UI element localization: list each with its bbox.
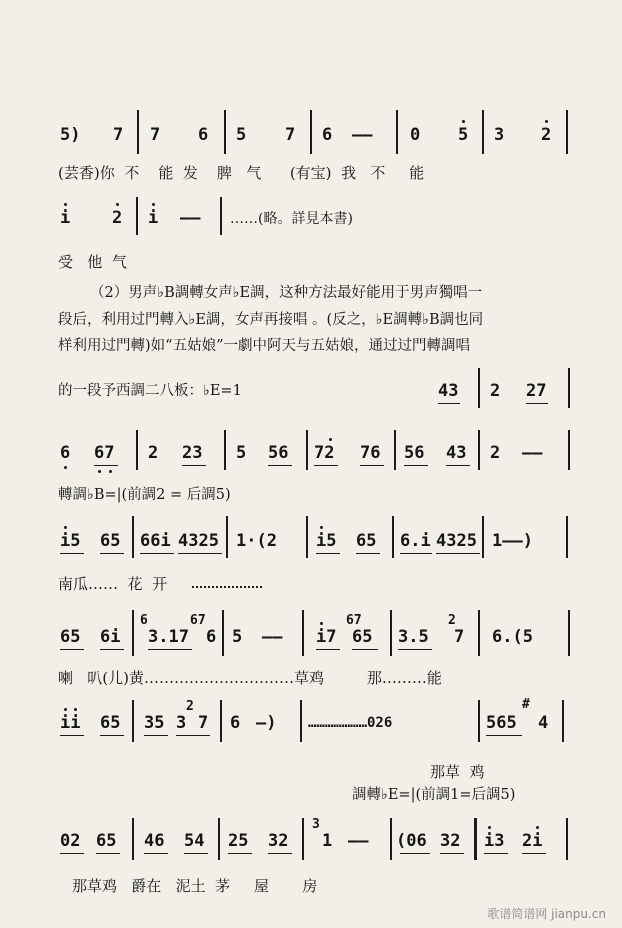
note: —— [348, 831, 369, 851]
octave-dot [320, 622, 323, 625]
beam [268, 465, 292, 466]
barline [220, 700, 222, 742]
beam [100, 735, 124, 736]
lyric: 那草鸡 爵在 泥土 茅 屋 房 [72, 877, 318, 895]
note: i5 [316, 531, 337, 551]
beam [526, 403, 548, 404]
note: 0 [410, 125, 421, 145]
note: —— [352, 125, 373, 145]
barline [224, 430, 226, 470]
barline [478, 700, 480, 742]
barline [302, 818, 304, 860]
barline [478, 430, 480, 470]
beam [94, 465, 118, 466]
barline [302, 610, 304, 656]
beam [60, 735, 84, 736]
note: 3 [494, 125, 505, 145]
note: 1——) [492, 531, 533, 551]
octave-dot [329, 438, 332, 441]
note: 02 [60, 831, 81, 851]
note: 32 [440, 831, 461, 851]
barline [222, 610, 224, 656]
watermark: 歌谱简谱网 jianpu.cn [487, 907, 606, 921]
octave-dot [536, 826, 539, 829]
beam [182, 465, 206, 466]
note: i5 [60, 531, 81, 551]
beam [436, 553, 480, 554]
barline [566, 818, 568, 860]
barline [310, 110, 312, 154]
note: 65 [100, 713, 121, 733]
barline [568, 368, 570, 408]
beam [148, 649, 192, 650]
octave-dot [64, 708, 67, 711]
barline [218, 818, 220, 860]
octave-dot [74, 708, 77, 711]
note: i7 [316, 627, 337, 647]
beam [144, 853, 168, 854]
note: 1 [322, 831, 333, 851]
barline [132, 516, 134, 558]
beam [314, 465, 338, 466]
beam [522, 853, 546, 854]
note: 65 [100, 531, 121, 551]
beam [184, 853, 208, 854]
beam [228, 853, 252, 854]
note: 27 [526, 381, 547, 401]
beam [440, 853, 464, 854]
beam [356, 553, 380, 554]
note: i3 [484, 831, 505, 851]
dotted-extension [192, 586, 262, 588]
barline [394, 430, 396, 470]
beam [60, 649, 84, 650]
lyric: 受 他 气 [58, 253, 127, 271]
note: 66i [140, 531, 171, 551]
octave-dot [152, 203, 155, 206]
beam [400, 853, 430, 854]
beam [60, 853, 84, 854]
note: 4325 [178, 531, 219, 551]
barline [132, 610, 134, 656]
note: —— [180, 208, 201, 228]
note: 43 [446, 443, 467, 463]
note: 72 [314, 443, 335, 463]
beam [400, 553, 432, 554]
note: 2 [490, 381, 501, 401]
note: —— [522, 443, 543, 463]
beam [60, 553, 84, 554]
note: 6 [206, 627, 217, 647]
note: 2 [186, 699, 194, 714]
beam [178, 553, 222, 554]
barline [137, 110, 139, 154]
note: 2 [112, 208, 123, 228]
note: # [522, 697, 530, 712]
barline [306, 516, 308, 558]
barline [390, 818, 392, 860]
barline [568, 430, 570, 470]
note: …………………026 [308, 715, 393, 731]
octave-dot [462, 120, 465, 123]
octave-dot [109, 470, 112, 473]
note: 3 [312, 817, 320, 832]
note: 7 [285, 125, 296, 145]
note: 7 [150, 125, 161, 145]
note: (06 [396, 831, 427, 851]
note: 3.5 [398, 627, 429, 647]
note: 65 [352, 627, 373, 647]
beam [268, 853, 292, 854]
note: 25 [228, 831, 249, 851]
barline [136, 430, 138, 470]
octave-dot [64, 203, 67, 206]
octave-dot [545, 120, 548, 123]
note: 56 [268, 443, 289, 463]
note: 6 [60, 443, 71, 463]
note: 23 [182, 443, 203, 463]
octave-dot [64, 466, 67, 469]
barline [478, 368, 480, 408]
octave-dot [116, 203, 119, 206]
beam [316, 649, 340, 650]
barline [482, 110, 484, 154]
lyric: 南瓜…… 花 开 [58, 575, 168, 593]
note: 5 [236, 443, 247, 463]
prose-line-3: 样利用过門轉)如“五姑娘”一劇中阿天与五姑娘，通过过門轉調唱 [58, 338, 470, 354]
prose-line-4: 的一段予西調二八板：♭E=1 [58, 383, 242, 399]
note: 5 [232, 627, 243, 647]
note: 46 [144, 831, 165, 851]
note: 2 [148, 443, 159, 463]
barline [306, 430, 308, 470]
note: 43 [438, 381, 459, 401]
beam [438, 403, 460, 404]
note: i [148, 208, 159, 228]
note: 56 [404, 443, 425, 463]
barline [482, 516, 484, 558]
note: 6 [322, 125, 333, 145]
note: 4325 [436, 531, 477, 551]
beam [484, 853, 508, 854]
note: 6 [198, 125, 209, 145]
annotation-text: ……(略。詳見本書) [230, 211, 353, 227]
note: 3 [176, 713, 187, 733]
beam [404, 465, 428, 466]
beam [352, 649, 378, 650]
beam [144, 735, 168, 736]
barline [226, 516, 228, 558]
barline [300, 700, 302, 742]
note: 35 [144, 713, 165, 733]
beam [100, 553, 124, 554]
prose-line-1: （2）男声♭B調轉女声♭E調，这种方法最好能用于男声獨唱一 [90, 285, 483, 301]
beam [446, 465, 470, 466]
note: 565 [486, 713, 517, 733]
note: 2 [541, 125, 552, 145]
barline [224, 110, 226, 154]
lyric: (芸香)你 不 能 发 脾 气 (有宝) 我 不 能 [58, 164, 425, 182]
note: 7 [454, 627, 465, 647]
note: 6.(5 [492, 627, 533, 647]
note: 6 [230, 713, 241, 733]
barline [478, 610, 480, 656]
note: 65 [356, 531, 377, 551]
note: 65 [60, 627, 81, 647]
note: 4 [538, 713, 549, 733]
note: 6i [100, 627, 121, 647]
octave-dot [98, 470, 101, 473]
barline [132, 818, 134, 860]
note: 67 [94, 443, 115, 463]
note: 5 [458, 125, 469, 145]
beam [360, 465, 384, 466]
note: 2i [522, 831, 543, 851]
barline [566, 516, 568, 558]
note: 65 [96, 831, 117, 851]
barline [562, 700, 564, 742]
barline [474, 818, 477, 860]
octave-dot [64, 526, 67, 529]
prose-line-2: 段后，利用过門轉入♭E調，女声再接唱 。(反之，♭E調轉♭B調也同 [58, 312, 484, 328]
note: 67 [190, 613, 206, 628]
beam [100, 649, 124, 650]
note: ii [60, 713, 81, 733]
note: 6.i [400, 531, 431, 551]
barline [396, 110, 398, 154]
octave-dot [488, 826, 491, 829]
octave-dot [320, 526, 323, 529]
note: 32 [268, 831, 289, 851]
note: 54 [184, 831, 205, 851]
note: 76 [360, 443, 381, 463]
note: 67 [346, 613, 362, 628]
beam [140, 553, 174, 554]
note: 2 [448, 613, 456, 628]
beam [398, 649, 432, 650]
lyric: 喇 叭(儿)黄…………………………草鸡 那………能 [58, 669, 442, 687]
barline [390, 610, 392, 656]
modulation-text-1: 轉調♭B=|(前調2 = 后調5) [58, 487, 231, 503]
barline [566, 110, 568, 154]
barline [220, 197, 222, 235]
barline [568, 610, 570, 656]
note: 3.17 [148, 627, 189, 647]
beam [316, 553, 340, 554]
note: 5 [236, 125, 247, 145]
note: i [60, 208, 71, 228]
note: 1·(2 [236, 531, 277, 551]
note: 7 [113, 125, 124, 145]
beam [96, 853, 120, 854]
note: 7 [198, 713, 209, 733]
barline [136, 197, 138, 235]
note: 6 [140, 613, 148, 628]
note: 5) [60, 125, 81, 145]
note: —— [262, 627, 283, 647]
beam [486, 735, 522, 736]
barline [392, 516, 394, 558]
lyric: 那草 鸡 [430, 763, 485, 781]
beam [176, 735, 210, 736]
note: 2 [490, 443, 501, 463]
modulation-text-2: 調轉♭E=|(前調1=后調5) [352, 787, 516, 803]
barline [132, 700, 134, 742]
note: —) [256, 713, 277, 733]
